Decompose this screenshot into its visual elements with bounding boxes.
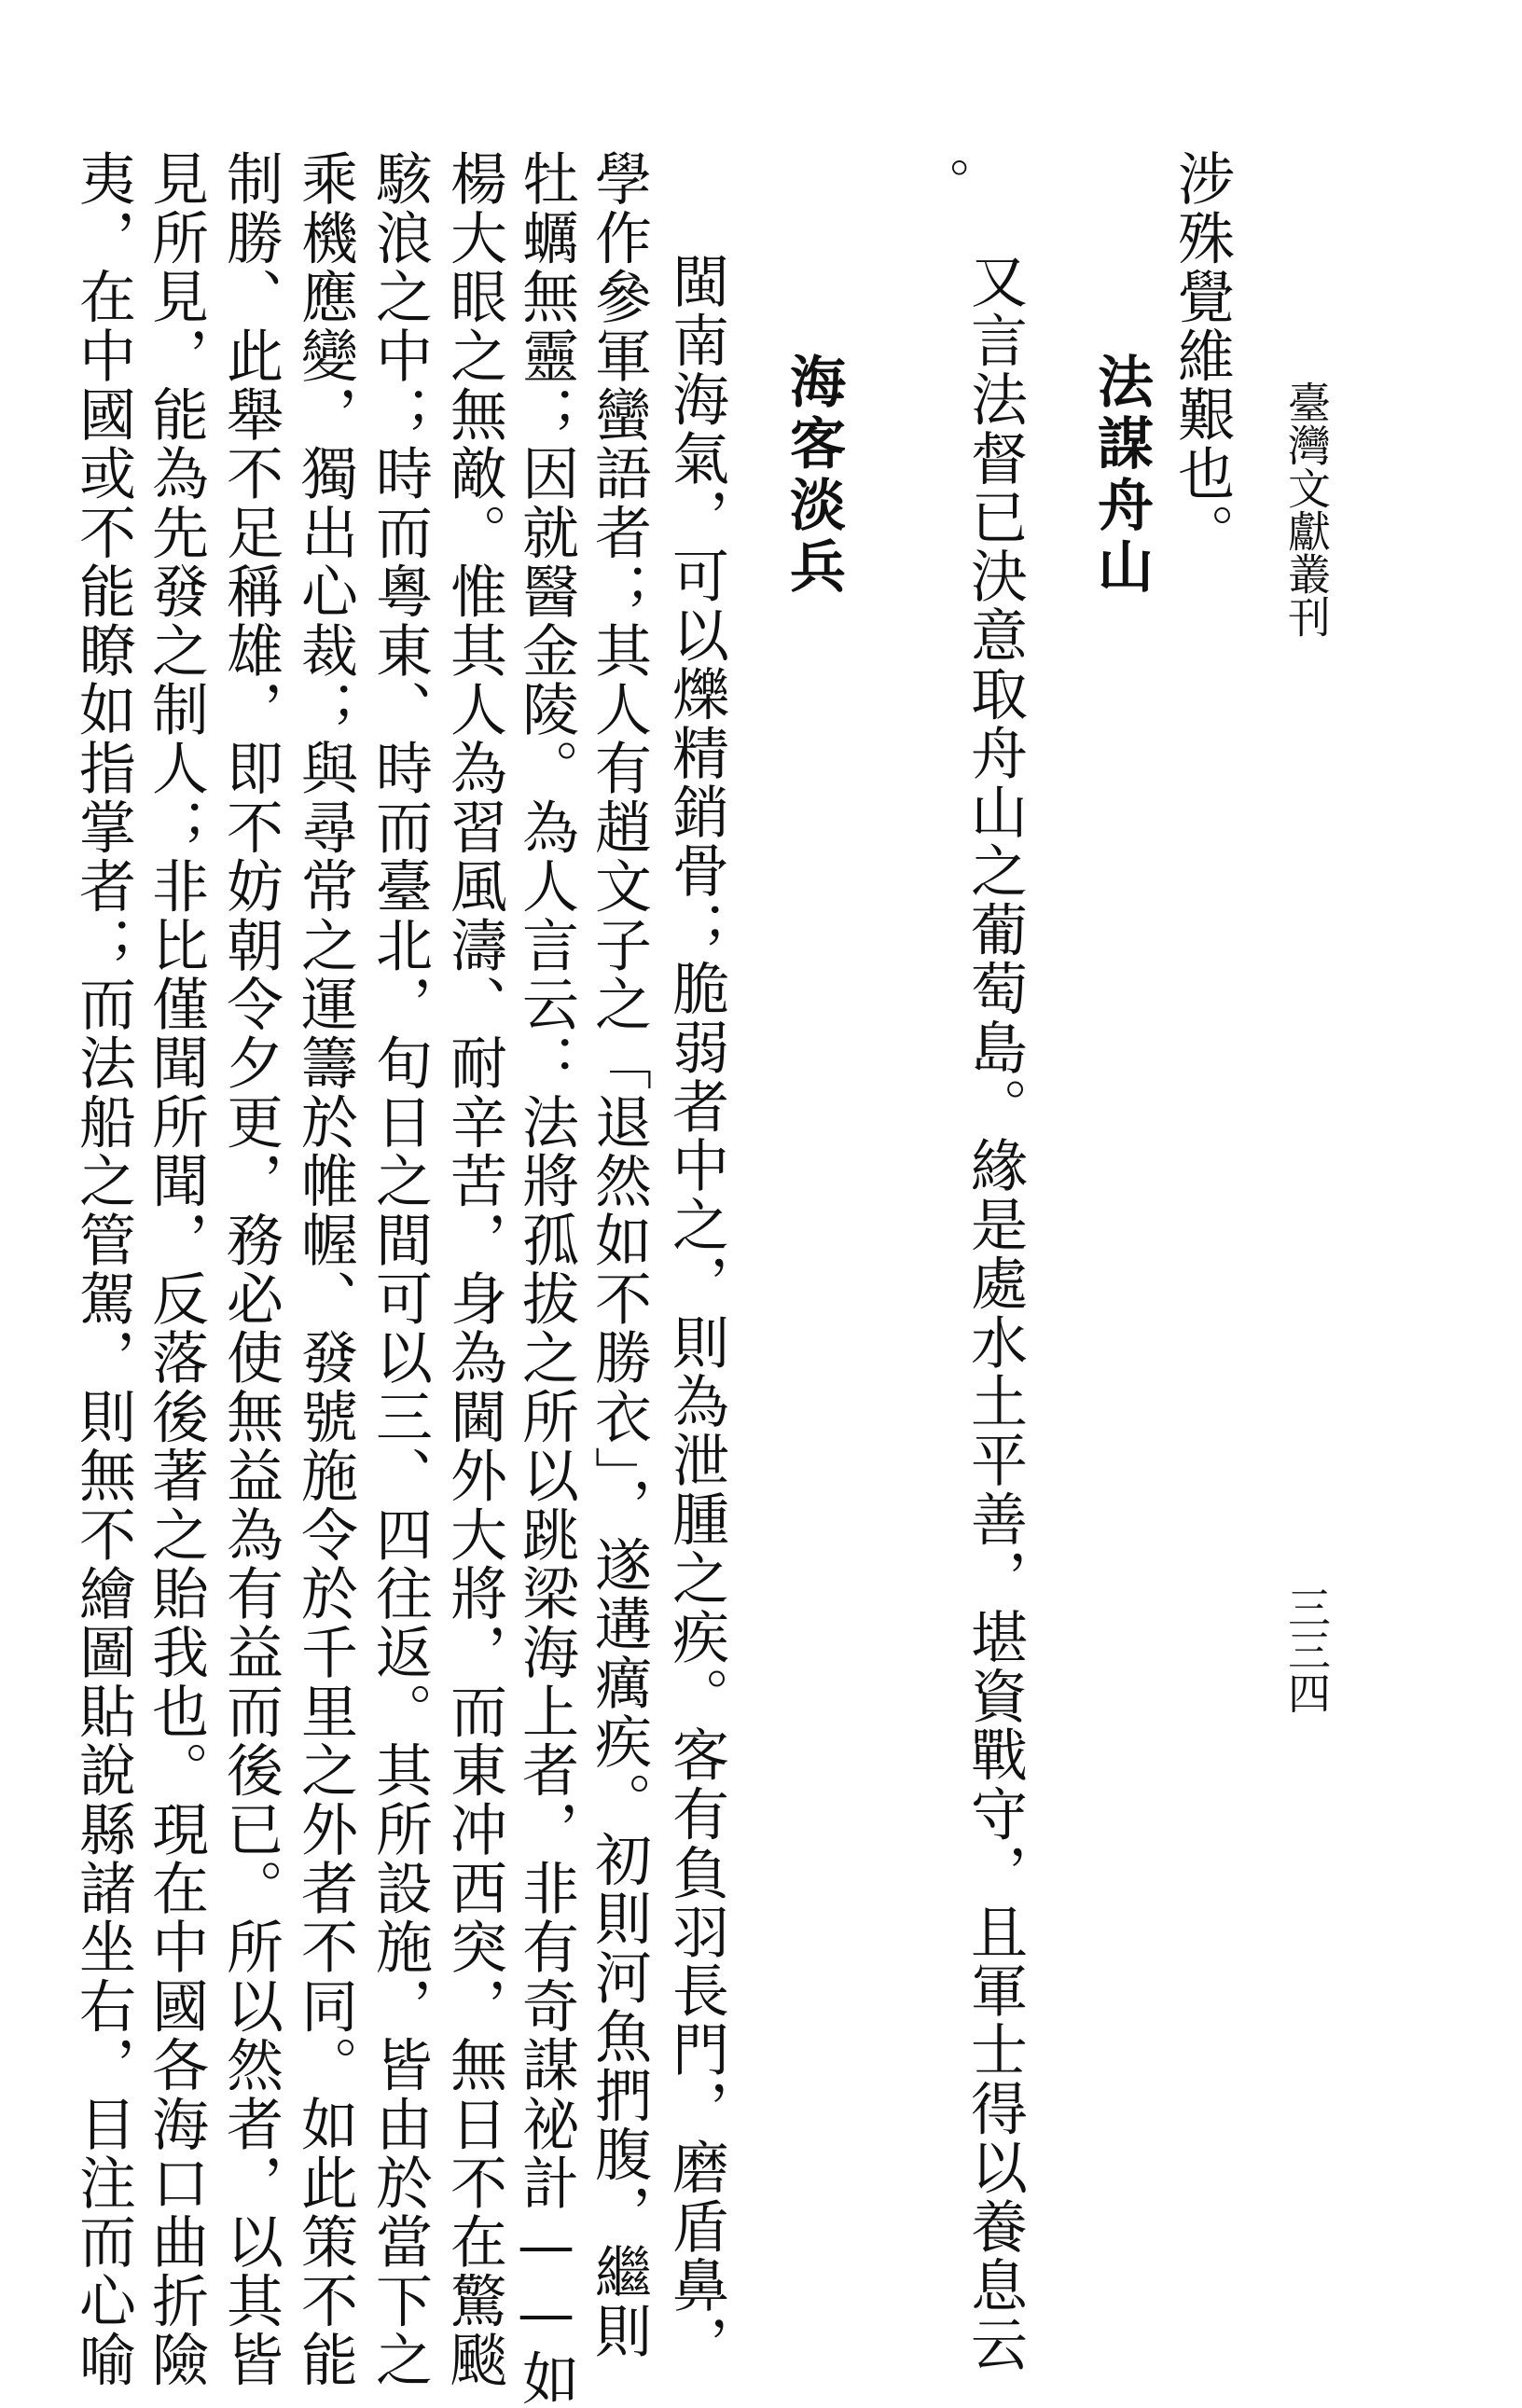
text-column: 牡蠣無靈；因就醫金陵。為人言云：法將孤拔之所以跳梁海上者，非有奇謀祕計——如: [513, 149, 579, 2408]
running-title: 臺灣文獻叢刊: [1281, 381, 1332, 638]
text-column: 乘機應變，獨出心裁；與尋常之運籌於帷幄、發號施令於千里之外者不同。如此策不能: [292, 149, 358, 2389]
text-column: 學作參軍蠻語者；其人有趙文子之「退然如不勝衣」，遂遘癘疾。初則河魚捫腹，繼則: [586, 149, 652, 2361]
text-column: 又言法督已決意取舟山之葡萄島。緣是處水土平善，堪資戰守，且軍士得以養息云: [962, 252, 1028, 2374]
text-column: 駭浪之中；時而粵東、時而臺北，旬日之間可以三、四往返。其所設施，皆由於當下之: [367, 149, 433, 2389]
page-number: 三三四: [1281, 1585, 1332, 1714]
text-column: 涉殊覺維艱也。: [1169, 149, 1235, 562]
section-heading: 海客淡兵: [781, 353, 846, 599]
text-column: 見所見，能為先發之制人；非比僅聞所聞，反落後著之貽我也。現在中國各海口曲折險: [143, 149, 209, 2389]
text-column: 。: [910, 157, 971, 209]
text-column: 制勝、此舉不足稱雄，即不妨朝令夕更，務必使無益為有益而後已。所以然者，以其皆: [217, 149, 284, 2389]
text-column: 夷，在中國或不能瞭如指掌者；而法船之管駕，則無不繪圖貼說縣諸坐右，目注而心喻: [70, 149, 136, 2389]
text-column: 楊大眼之無敵。惟其人為習風濤、耐辛苦，身為閫外大將，而東冲西突，無日不在驚颷: [441, 149, 507, 2389]
section-heading: 法謀舟山: [1088, 353, 1154, 599]
text-column: 閩南海氣，可以爍精銷骨；脆弱者中之，則為泄腫之疾。客有負羽長門，磨盾鼻，: [663, 252, 729, 2374]
